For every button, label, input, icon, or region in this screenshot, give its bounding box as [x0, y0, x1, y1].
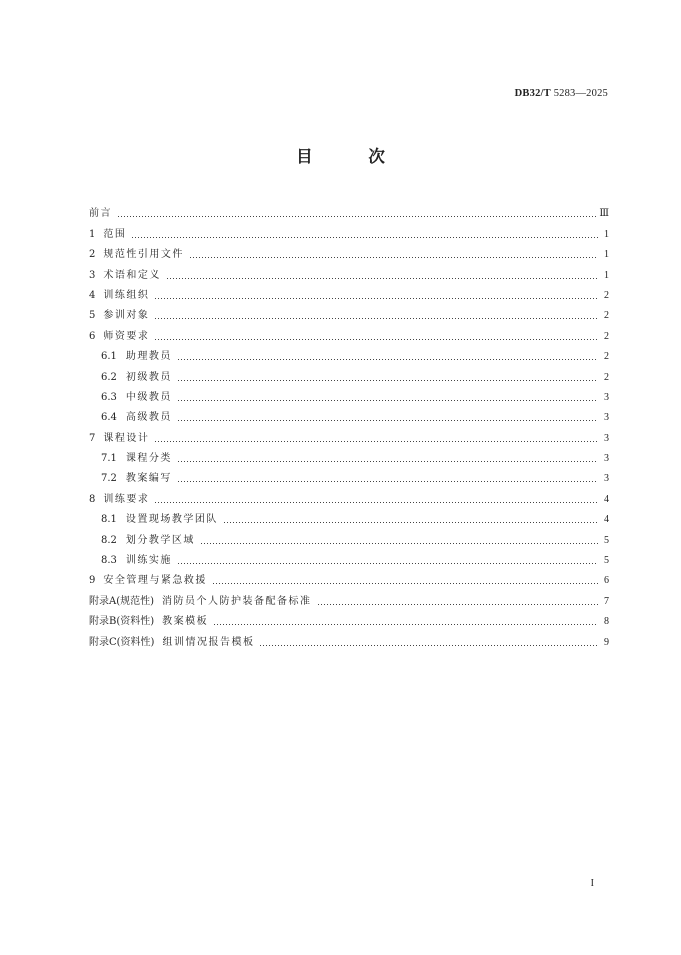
toc-entry[interactable] — [89, 364, 609, 384]
toc-entry[interactable] — [89, 486, 609, 506]
toc-entry-page: 3 — [604, 391, 609, 403]
toc-leader-dots — [154, 330, 598, 344]
toc-entry[interactable] — [89, 629, 609, 649]
toc-entry-number: 8 — [89, 493, 96, 505]
toc-leader-dots — [154, 493, 598, 507]
toc-leader-dots — [177, 371, 598, 385]
toc-leader-dots — [200, 534, 598, 548]
toc-entry-number: 7.1 — [101, 453, 117, 465]
toc-entry-label: 师资要求 — [103, 330, 150, 342]
toc-entry-page: 1 — [604, 249, 609, 261]
toc-entry-label: 训练实施 — [125, 555, 172, 567]
toc-entry[interactable] — [89, 283, 609, 303]
toc-entry[interactable] — [89, 201, 609, 221]
toc-entry-number: 附录A(规范性) — [89, 595, 155, 607]
toc-entry-label: 设置现场教学团队 — [125, 514, 218, 526]
toc-leader-dots — [154, 289, 598, 303]
toc-entry-page: 5 — [604, 534, 609, 546]
toc-entry-label: 高级教员 — [125, 412, 172, 424]
toc-entry-number: 7.2 — [101, 473, 117, 485]
toc-leader-dots — [213, 615, 598, 629]
toc-entry-number: 附录C(资料性) — [89, 636, 155, 648]
page-title: 目 次 — [296, 147, 410, 166]
document-code — [515, 88, 608, 99]
toc-entry-number: 8.3 — [101, 555, 117, 567]
toc-entry-label: 训练组织 — [103, 289, 150, 301]
toc-entry-label: 划分教学区域 — [125, 534, 195, 546]
toc-entry-number: 6.2 — [101, 371, 117, 383]
toc-entry-number: 2 — [89, 249, 96, 261]
toc-entry-label: 助理教员 — [125, 351, 172, 363]
toc-entry-label: 训练要求 — [103, 493, 150, 505]
toc-entry-page: 2 — [604, 289, 609, 301]
toc-entry-label: 中级教员 — [125, 391, 172, 403]
table-of-contents — [89, 201, 609, 650]
toc-entry-page: 7 — [604, 595, 609, 607]
toc-entry[interactable] — [89, 466, 609, 486]
toc-entry-label: 教案模板 — [162, 616, 209, 628]
toc-entry-page: 5 — [604, 555, 609, 567]
toc-entry-page: 3 — [604, 412, 609, 424]
toc-leader-dots — [177, 472, 598, 486]
toc-entry-page: 2 — [604, 371, 609, 383]
toc-entry[interactable] — [89, 242, 609, 262]
toc-entry-number: 6 — [89, 330, 96, 342]
toc-entry-page: 3 — [604, 453, 609, 465]
toc-entry[interactable] — [89, 303, 609, 323]
toc-entry[interactable] — [89, 344, 609, 364]
toc-entry-label: 安全管理与紧急救援 — [103, 575, 207, 587]
toc-entry-label: 初级教员 — [125, 371, 172, 383]
toc-entry-number: 7 — [89, 432, 96, 444]
toc-entry-number: 1 — [89, 228, 96, 240]
toc-entry[interactable] — [89, 221, 609, 241]
toc-entry[interactable] — [89, 507, 609, 527]
toc-entry-page: 4 — [604, 514, 609, 526]
toc-leader-dots — [212, 574, 598, 588]
toc-entry[interactable] — [89, 405, 609, 425]
toc-entry-label: 教案编写 — [125, 473, 172, 485]
toc-leader-dots — [177, 554, 598, 568]
toc-entry-number: 3 — [89, 269, 96, 281]
toc-leader-dots — [189, 248, 598, 262]
toc-entry[interactable] — [89, 425, 609, 445]
toc-entry-page: 8 — [604, 616, 609, 628]
toc-leader-dots — [177, 391, 598, 405]
toc-entry-page: 1 — [604, 228, 609, 240]
toc-entry-number: 8.2 — [101, 534, 117, 546]
toc-leader-dots — [154, 432, 598, 446]
toc-leader-dots — [223, 513, 598, 527]
toc-entry-page: 1 — [604, 269, 609, 281]
toc-entry-page: 9 — [604, 636, 609, 648]
toc-entry-page: 3 — [604, 473, 609, 485]
toc-entry-page: 2 — [604, 330, 609, 342]
toc-entry-number: 附录B(资料性) — [89, 616, 155, 628]
toc-entry-number: 5 — [89, 310, 96, 322]
page-number: I — [590, 878, 594, 889]
toc-entry[interactable] — [89, 446, 609, 466]
toc-entry-page: Ⅲ — [599, 208, 609, 220]
toc-entry-label: 课程分类 — [125, 453, 172, 465]
toc-leader-dots — [259, 636, 598, 650]
toc-leader-dots — [154, 309, 598, 323]
toc-entry-page: 2 — [604, 310, 609, 322]
toc-entry[interactable] — [89, 609, 609, 629]
toc-leader-dots — [177, 452, 598, 466]
toc-entry-label: 范围 — [103, 228, 127, 240]
toc-entry-number: 4 — [89, 289, 96, 301]
toc-leader-dots — [177, 411, 598, 425]
toc-entry-label: 前言 — [89, 208, 112, 220]
toc-entry-label: 规范性引用文件 — [103, 249, 184, 261]
toc-entry-label: 课程设计 — [103, 432, 150, 444]
toc-entry[interactable] — [89, 323, 609, 343]
toc-entry-label: 组训情况报告模板 — [162, 636, 255, 648]
toc-entry[interactable] — [89, 527, 609, 547]
toc-leader-dots — [177, 350, 598, 364]
toc-entry-number: 8.1 — [101, 514, 117, 526]
toc-entry[interactable] — [89, 548, 609, 568]
toc-leader-dots — [317, 595, 598, 609]
toc-entry-number: 6.1 — [101, 351, 117, 363]
toc-leader-dots — [131, 228, 598, 242]
toc-entry-page: 3 — [604, 432, 609, 444]
document-code-number: 5283—2025 — [553, 88, 608, 99]
document-code-prefix: DB32/T — [514, 88, 551, 99]
toc-entry-page: 2 — [604, 351, 609, 363]
toc-entry[interactable] — [89, 262, 609, 282]
toc-entry[interactable] — [89, 568, 609, 588]
toc-entry-label: 消防员个人防护装备配备标准 — [162, 595, 312, 607]
toc-entry-label: 术语和定义 — [103, 269, 161, 281]
toc-leader-dots — [166, 269, 598, 283]
toc-leader-dots — [117, 207, 596, 221]
toc-entry-label: 参训对象 — [103, 310, 150, 322]
toc-entry[interactable] — [89, 588, 609, 608]
toc-entry-number: 9 — [89, 575, 96, 587]
toc-entry-page: 4 — [604, 493, 609, 505]
toc-entry-page: 6 — [604, 575, 609, 587]
toc-entry-number: 6.3 — [101, 391, 117, 403]
toc-entry-number: 6.4 — [101, 412, 117, 424]
toc-entry[interactable] — [89, 385, 609, 405]
